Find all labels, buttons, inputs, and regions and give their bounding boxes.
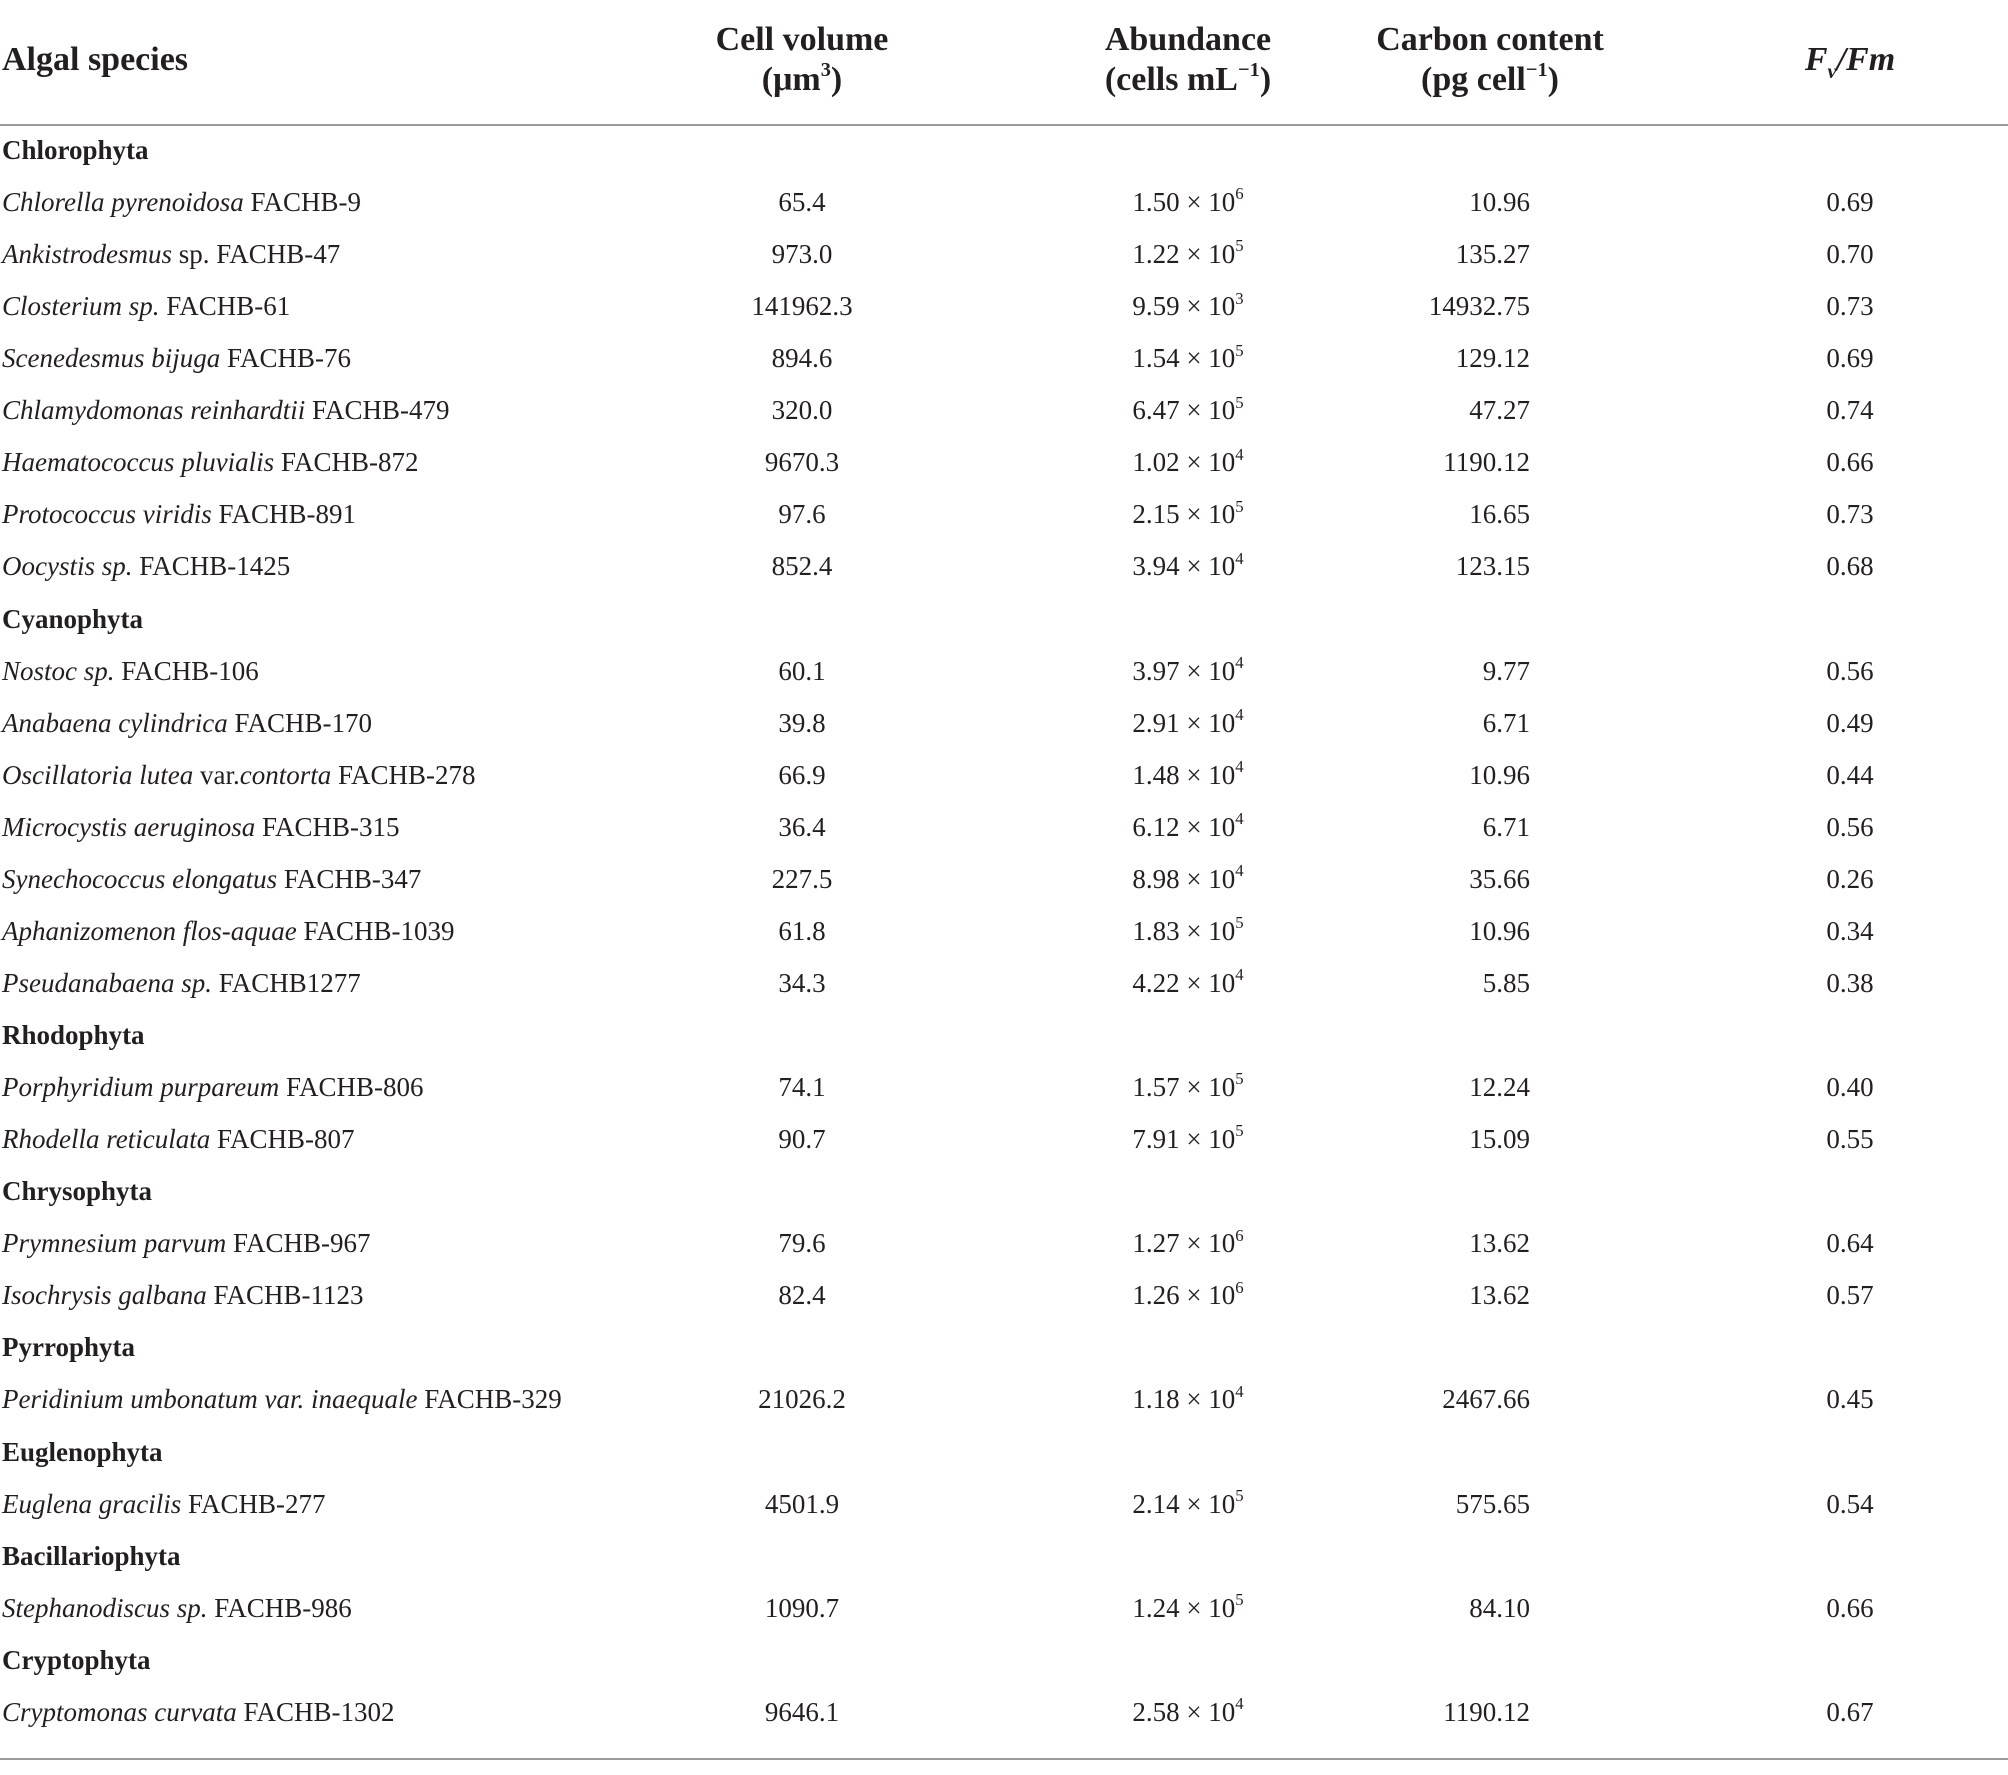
cell-volume-value: 21026.2 (758, 1384, 846, 1415)
cell-volume-value: 61.8 (778, 915, 826, 946)
table-row (0, 1582, 2008, 1634)
cell-volume-value: 60.1 (778, 655, 826, 686)
abundance-value: $1.26 \times 10^6$ (1132, 1277, 1244, 1311)
species-cell (2, 697, 372, 749)
species-name-roman: FACHB1277 (211, 967, 361, 998)
group-header-row (0, 1165, 2008, 1217)
fv-fm-value: 0.69 (1826, 343, 1874, 374)
table-row (0, 384, 2008, 436)
carbon-content-value: 35.66 (1469, 863, 1530, 894)
cell-volume-value: 9646.1 (764, 1696, 840, 1727)
table-row (0, 1373, 2008, 1425)
fv-fm-value: 0.64 (1826, 1228, 1874, 1259)
species-name-italic: Rhodella reticulata (2, 1124, 211, 1155)
abundance-value: $9.59 \times 10^3$ (1132, 288, 1244, 322)
cell-volume-value: 39.8 (778, 707, 826, 738)
abundance-value: $8.98 \times 10^4$ (1132, 861, 1244, 894)
carbon-content-value: 123.15 (1455, 551, 1530, 582)
table-row (0, 957, 2008, 1009)
abundance-value: $1.02 \times 10^4$ (1132, 444, 1244, 478)
abundance-value: $6.47 \times 10^5$ (1132, 392, 1244, 426)
header-carbon-content: Carbon content (pg cell$^{-1}$) (1376, 21, 1604, 98)
cell-volume-value: 973.0 (771, 239, 833, 270)
carbon-content-value: 13.62 (1469, 1280, 1530, 1311)
table-row (0, 488, 2008, 540)
carbon-content-value: 9.77 (1482, 655, 1530, 686)
fv-fm-value: 0.55 (1826, 1124, 1874, 1155)
species-name-roman: FACHB-9 (243, 187, 362, 218)
abundance-value: $1.57 \times 10^5$ (1132, 1069, 1244, 1103)
cell-volume-value: 852.4 (771, 551, 833, 582)
cell-volume-value: 82.4 (778, 1280, 826, 1311)
carbon-content-value: 6.71 (1482, 707, 1530, 738)
group-header-row (0, 1634, 2008, 1686)
species-name-italic: Peridinium umbonatum var. inaequale (2, 1384, 418, 1415)
group-name: Cyanophyta (2, 603, 144, 634)
group-header-row (0, 1426, 2008, 1478)
header-algal-species: Algal species (2, 41, 189, 78)
abundance-value: $2.14 \times 10^5$ (1132, 1485, 1244, 1519)
carbon-content-value: 135.27 (1455, 239, 1530, 270)
fv-fm-value: 0.73 (1826, 291, 1874, 322)
fv-fm-value: 0.56 (1826, 655, 1874, 686)
species-cell (2, 801, 400, 853)
carbon-content-value: 13.62 (1469, 1228, 1530, 1259)
table-row (0, 1269, 2008, 1321)
cell-volume-value: 65.4 (778, 187, 826, 218)
group-header-row (0, 124, 2008, 176)
carbon-content-value: 10.96 (1469, 915, 1530, 946)
abundance-value: $1.18 \times 10^4$ (1132, 1381, 1244, 1415)
fv-fm-value: 0.26 (1826, 863, 1874, 894)
fv-fm-value: 0.68 (1826, 551, 1874, 582)
species-cell (2, 436, 418, 488)
fv-fm-value: 0.67 (1826, 1696, 1874, 1727)
cell-volume-value: 34.3 (778, 967, 826, 998)
species-name-italic: Oocystis sp. (2, 551, 133, 582)
species-name-italic: Aphanizomenon flos-aquae (2, 915, 297, 946)
species-cell (2, 905, 455, 957)
species-name-italic: Euglena gracilis (2, 1488, 182, 1519)
carbon-content-value: 10.96 (1469, 187, 1530, 218)
table-row (0, 280, 2008, 332)
abundance-value: $1.50 \times 10^6$ (1132, 184, 1244, 218)
species-cell (2, 540, 290, 592)
fv-fm-value: 0.40 (1826, 1072, 1874, 1103)
species-name-italic: Synechococcus elongatus (2, 863, 278, 894)
species-cell (2, 1217, 371, 1269)
carbon-content-value: 16.65 (1469, 499, 1530, 530)
fv-fm-value: 0.54 (1826, 1488, 1874, 1519)
species-name-roman: FACHB-891 (211, 499, 356, 530)
species-cell (2, 1269, 364, 1321)
abundance-value: $2.58 \times 10^4$ (1132, 1694, 1244, 1727)
table-row (0, 697, 2008, 749)
species-name-roman: FACHB-967 (226, 1228, 371, 1259)
species-name-roman: FACHB-807 (210, 1124, 355, 1155)
fv-fm-value: 0.56 (1826, 811, 1874, 842)
species-name-roman: FACHB-61 (159, 291, 291, 322)
group-name: Cryptophyta (2, 1644, 151, 1675)
table-row (0, 853, 2008, 905)
fv-fm-value: 0.45 (1826, 1384, 1874, 1415)
species-name-roman: sp. FACHB-47 (172, 239, 341, 270)
species-name-italic: Chlamydomonas reinhardtii (2, 395, 306, 426)
carbon-content-value: 12.24 (1469, 1072, 1530, 1103)
species-name-italic: Haematococcus pluvialis (2, 447, 275, 478)
table-row (0, 801, 2008, 853)
species-name-italic: contorta (239, 759, 332, 790)
fv-fm-value: 0.38 (1826, 967, 1874, 998)
fv-fm-value: 0.44 (1826, 759, 1874, 790)
table-row (0, 332, 2008, 384)
species-name-roman: FACHB-277 (181, 1488, 326, 1519)
species-cell (2, 332, 351, 384)
cell-volume-value: 97.6 (778, 499, 826, 530)
carbon-content-value: 1190.12 (1443, 447, 1530, 478)
species-name-italic: Porphyridium purpareum (2, 1072, 280, 1103)
species-cell (2, 1582, 352, 1634)
carbon-content-value: 47.27 (1469, 395, 1530, 426)
header-cell-volume: Cell volume $(\mu m^3)$ (715, 21, 889, 98)
species-cell (2, 1686, 395, 1738)
abundance-value: $1.24 \times 10^5$ (1132, 1590, 1244, 1623)
species-name-roman: FACHB-872 (274, 447, 419, 478)
cell-volume-value: 227.5 (771, 863, 833, 894)
species-name-roman: FACHB-1425 (132, 551, 291, 582)
species-name-roman: FACHB-106 (114, 655, 259, 686)
species-name-roman: FACHB-347 (277, 863, 422, 894)
species-name-roman: FACHB-986 (207, 1592, 352, 1623)
species-cell (2, 1373, 562, 1425)
carbon-content-value: 6.71 (1482, 811, 1530, 842)
fv-fm-value: 0.66 (1826, 1592, 1874, 1623)
table-row (0, 1478, 2008, 1530)
species-name-roman: FACHB-1123 (206, 1280, 364, 1311)
table-row (0, 749, 2008, 801)
fv-fm-value: 0.57 (1826, 1280, 1874, 1311)
species-name-roman: FACHB-479 (305, 395, 450, 426)
table-row (0, 645, 2008, 697)
table-row (0, 905, 2008, 957)
carbon-content-value: 1190.12 (1443, 1696, 1530, 1727)
species-cell (2, 228, 340, 280)
group-header-row (0, 593, 2008, 645)
group-name: Chrysophyta (2, 1176, 153, 1207)
table-row (0, 1113, 2008, 1165)
species-cell (2, 176, 361, 228)
species-name-italic: Pseudanabaena sp. (2, 967, 212, 998)
fv-fm-value: 0.69 (1826, 187, 1874, 218)
table-row (0, 436, 2008, 488)
fv-fm-value: 0.74 (1826, 395, 1874, 426)
carbon-content-value: 14932.75 (1428, 291, 1530, 322)
species-name-italic: Ankistrodesmus (2, 239, 172, 270)
cell-volume-value: 320.0 (771, 395, 833, 426)
group-header-row (0, 1321, 2008, 1373)
species-name-italic: Closterium sp. (2, 291, 160, 322)
species-cell (2, 488, 356, 540)
species-cell (2, 749, 476, 801)
species-name-italic: Protococcus viridis (2, 499, 212, 530)
cell-volume-value: 79.6 (778, 1228, 826, 1259)
cell-volume-value: 36.4 (778, 811, 826, 842)
carbon-content-value: 10.96 (1469, 759, 1530, 790)
carbon-content-value: 575.65 (1455, 1488, 1530, 1519)
header-fv-fm: $F_v/Fm$ (1804, 41, 1896, 83)
carbon-content-value: 5.85 (1482, 967, 1530, 998)
species-name-italic: Cryptomonas curvata (2, 1696, 237, 1727)
table-row (0, 1686, 2008, 1738)
species-name-roman: FACHB-278 (331, 759, 476, 790)
abundance-value: $1.22 \times 10^5$ (1132, 236, 1244, 270)
fv-fm-value: 0.73 (1826, 499, 1874, 530)
cell-volume-value: 141962.3 (751, 291, 853, 322)
species-name-italic: Isochrysis galbana (2, 1280, 207, 1311)
species-name-roman: FACHB-806 (279, 1072, 424, 1103)
abundance-value: $7.91 \times 10^5$ (1132, 1121, 1244, 1155)
abundance-value: $1.83 \times 10^5$ (1132, 913, 1244, 946)
species-name-italic: Microcystis aeruginosa (2, 811, 256, 842)
species-cell (2, 645, 259, 697)
abundance-value: $1.27 \times 10^6$ (1132, 1225, 1244, 1259)
group-name: Euglenophyta (2, 1436, 163, 1467)
abundance-value: $1.48 \times 10^4$ (1132, 757, 1244, 790)
species-name-roman: FACHB-329 (417, 1384, 562, 1415)
group-name: Pyrrophyta (2, 1332, 135, 1363)
species-name-roman: FACHB-315 (255, 811, 400, 842)
table-row (0, 540, 2008, 592)
species-name-italic: Scenedesmus bijuga (2, 343, 221, 374)
table-header (0, 0, 2008, 126)
cell-volume-value: 66.9 (778, 759, 826, 790)
cell-volume-value: 74.1 (778, 1072, 826, 1103)
species-name-roman: FACHB-170 (227, 707, 372, 738)
abundance-value: $1.54 \times 10^5$ (1132, 340, 1244, 374)
species-name-roman: FACHB-1039 (296, 915, 455, 946)
species-name-italic: Oscillatoria lutea (2, 759, 194, 790)
species-cell (2, 1061, 424, 1113)
header-abundance: Abundance (cells $mL^{-1}$) (1104, 21, 1272, 98)
species-cell (2, 957, 361, 1009)
cell-volume-value: 90.7 (778, 1124, 826, 1155)
carbon-content-value: 129.12 (1455, 343, 1530, 374)
species-cell (2, 1478, 326, 1530)
abundance-value: $3.94 \times 10^4$ (1132, 548, 1244, 582)
species-name-roman: var. (193, 759, 240, 790)
abundance-value: $4.22 \times 10^4$ (1132, 965, 1244, 998)
group-name: Chlorophyta (2, 135, 149, 165)
species-name-italic: Chlorella pyrenoidosa (2, 187, 244, 218)
table-row (0, 176, 2008, 228)
abundance-value: $2.91 \times 10^4$ (1132, 704, 1244, 738)
group-header-row (0, 1009, 2008, 1061)
cell-volume-value: 9670.3 (764, 447, 840, 478)
group-header-row (0, 1530, 2008, 1582)
abundance-value: $3.97 \times 10^4$ (1132, 652, 1244, 686)
table-row (0, 228, 2008, 280)
bottom-rule (0, 1758, 2008, 1760)
abundance-value: $6.12 \times 10^4$ (1132, 809, 1244, 842)
table-row (0, 1061, 2008, 1113)
cell-volume-value: 4501.9 (764, 1488, 840, 1519)
carbon-content-value: 84.10 (1469, 1592, 1530, 1623)
species-cell (2, 280, 290, 332)
species-name-roman: FACHB-1302 (236, 1696, 395, 1727)
species-cell (2, 384, 450, 436)
species-name-italic: Anabaena cylindrica (2, 707, 228, 738)
fv-fm-value: 0.66 (1826, 447, 1874, 478)
cell-volume-value: 1090.7 (764, 1592, 840, 1623)
fv-fm-value: 0.34 (1826, 915, 1874, 946)
carbon-content-value: 15.09 (1469, 1124, 1530, 1155)
species-cell (2, 1113, 355, 1165)
species-name-italic: Prymnesium parvum (2, 1228, 227, 1259)
table-row (0, 1217, 2008, 1269)
fv-fm-value: 0.70 (1826, 239, 1874, 270)
group-name: Bacillariophyta (2, 1540, 181, 1571)
species-name-italic: Stephanodiscus sp. (2, 1592, 208, 1623)
abundance-value: $2.15 \times 10^5$ (1132, 496, 1244, 530)
species-cell (2, 853, 421, 905)
carbon-content-value: 2467.66 (1442, 1384, 1530, 1415)
species-name-italic: Nostoc sp. (2, 655, 115, 686)
species-name-roman: FACHB-76 (220, 343, 351, 374)
group-name: Rhodophyta (2, 1020, 145, 1051)
cell-volume-value: 894.6 (771, 343, 833, 374)
fv-fm-value: 0.49 (1826, 707, 1874, 738)
